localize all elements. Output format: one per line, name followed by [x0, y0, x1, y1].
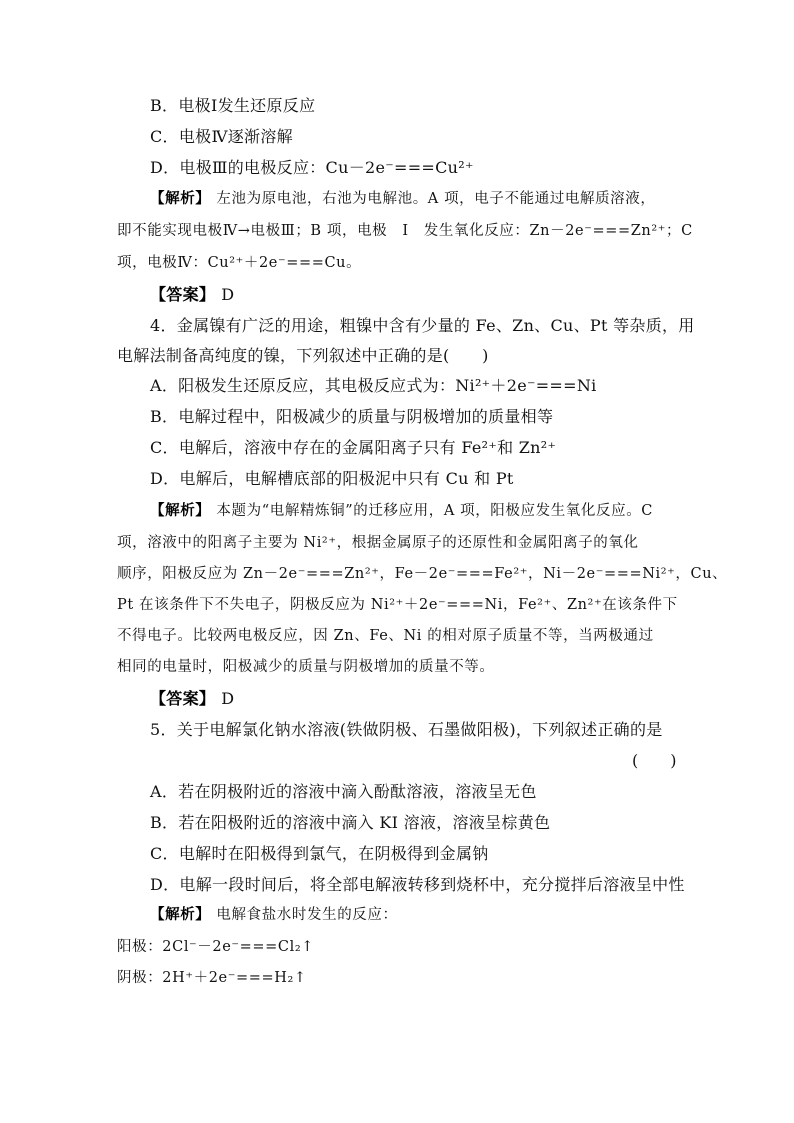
answer-tag: 【答案】	[150, 689, 216, 708]
q4-option-a: A．阳极发生还原反应，其电极反应式为：Ni²⁺＋2e⁻===Ni	[150, 376, 597, 395]
q4-analysis-line-6: 相同的电量时，阳极减少的质量与阴极增加的质量不等。	[117, 659, 495, 675]
analysis-tag: 【解析】	[150, 190, 211, 207]
q4-stem-line-2: 电解法制备高纯度的镍，下列叙述中正确的是( )	[117, 346, 489, 365]
q5-stem-line-1: 5．关于电解氯化钠水溶液(铁做阴极、石墨做阳极)，下列叙述正确的是	[150, 720, 663, 739]
q5-option-d: D．电解一段时间后，将全部电解液转移到烧杯中，充分搅拌后溶液呈中性	[150, 875, 685, 894]
q5-option-b: B．若在阳极附近的溶液中滴入 KI 溶液，溶液呈棕黄色	[150, 813, 551, 832]
q4-analysis-line-1	[150, 500, 653, 522]
q4-analysis-line-3: 顺序，阳极反应为 Zn－2e⁻===Zn²⁺，Fe－2e⁻===Fe²⁺，Ni－2e⁻===Ni²⁺，Cu、	[117, 566, 728, 582]
q3-analysis-line-2: 即不能实现电极Ⅳ→电极Ⅲ；B 项，电极 Ⅰ 发生氧化反应：Zn－2e⁻===Zn²⁺；C	[117, 223, 693, 239]
q3-option-c: C．电极Ⅳ逐渐溶解	[150, 127, 293, 146]
q5-option-c: C．电解时在阳极得到氯气，在阴极得到金属钠	[150, 844, 489, 863]
analysis-text: 电解食盐水时发生的反应：	[216, 907, 398, 923]
q4-answer	[150, 688, 234, 710]
answer-tag: 【答案】	[150, 285, 216, 304]
q5-option-a: A．若在阴极附近的溶液中滴入酚酞溶液，溶液呈无色	[150, 782, 537, 801]
q5-analysis-line-1	[150, 904, 398, 926]
analysis-tag: 【解析】	[150, 906, 211, 923]
q3-analysis-line-1	[150, 188, 655, 210]
answer-value: D	[221, 285, 235, 304]
q5-cathode-reaction: 阴极：2H⁺＋2e⁻===H₂↑	[117, 970, 307, 986]
q4-analysis-line-2: 项，溶液中的阳离子主要为 Ni²⁺，根据金属原子的还原性和金属阳离子的氧化	[117, 535, 639, 551]
q5-anode-reaction: 阳极：2Cl⁻－2e⁻===Cl₂↑	[117, 939, 315, 955]
q3-option-d: D．电极Ⅲ的电极反应：Cu－2e⁻===Cu²⁺	[150, 158, 474, 177]
q4-analysis-line-5: 不得电子。比较两电极反应，因 Zn、Fe、Ni 的相对原子质量不等，当两极通过	[117, 628, 654, 644]
q4-option-c: C．电解后，溶液中存在的金属阳离子只有 Fe²⁺和 Zn²⁺	[150, 438, 557, 457]
q3-analysis-line-3: 项，电极Ⅳ：Cu²⁺＋2e⁻===Cu。	[117, 255, 362, 271]
q4-option-b: B．电解过程中，阳极减少的质量与阴极增加的质量相等	[150, 407, 554, 426]
q3-option-b: B．电极Ⅰ发生还原反应	[150, 96, 316, 115]
q4-option-d: D．电解后，电解槽底部的阳极泥中只有 Cu 和 Pt	[150, 469, 514, 488]
analysis-text: 本题为“电解精炼铜”的迁移应用，A 项，阳极应发生氧化反应。C	[216, 503, 654, 519]
q4-stem-line-1: 4．金属镍有广泛的用途，粗镍中含有少量的 Fe、Zn、Cu、Pt 等杂质，用	[150, 316, 695, 335]
answer-value: D	[221, 689, 235, 708]
analysis-tag: 【解析】	[150, 502, 211, 519]
q5-answer-bracket: ( )	[632, 751, 677, 770]
analysis-text: 左池为原电池，右池为电解池。A 项，电子不能通过电解质溶液，	[216, 191, 656, 207]
q3-answer	[150, 284, 234, 306]
q4-analysis-line-4: Pt 在该条件下不失电子，阴极反应为 Ni²⁺＋2e⁻===Ni，Fe²⁺、Zn²⁺在该条件下	[117, 597, 678, 613]
